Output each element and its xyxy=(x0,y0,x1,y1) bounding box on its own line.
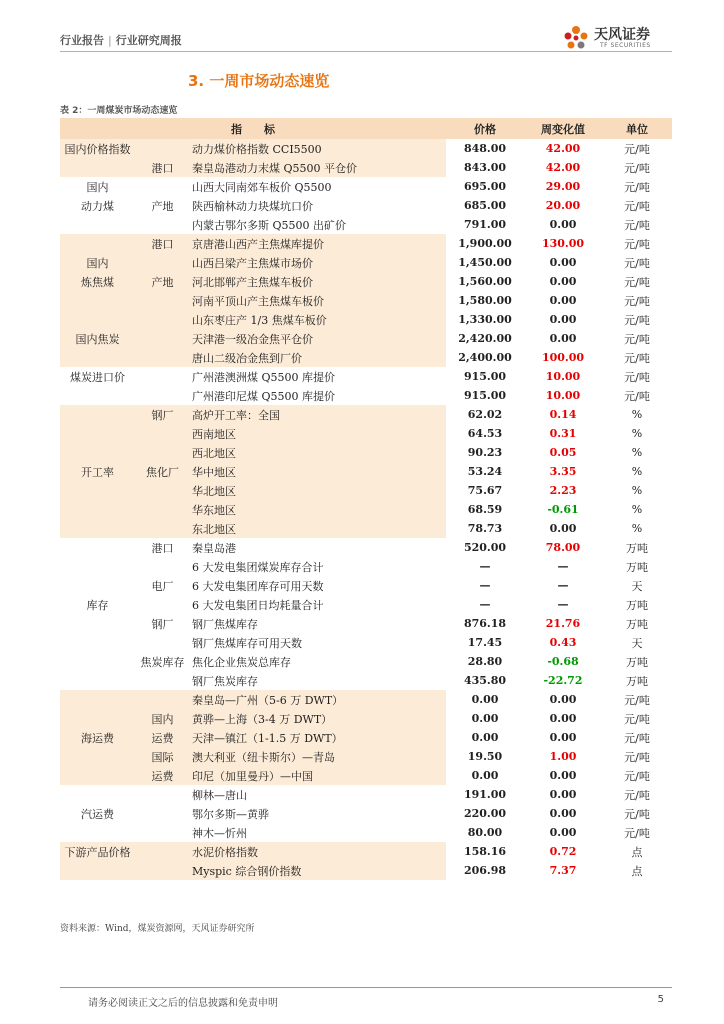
change-value: 29.00 xyxy=(545,180,581,193)
unit-label: 万吨 xyxy=(626,560,648,574)
header-divider xyxy=(60,51,672,52)
group-label xyxy=(60,652,135,671)
table-row xyxy=(60,348,672,367)
indicator-name: 华东地区 xyxy=(190,500,446,519)
unit-label: 元/吨 xyxy=(624,750,650,764)
change-value: 0.00 xyxy=(549,256,577,269)
change-value: 2.23 xyxy=(549,484,577,497)
group-label: 开工率 xyxy=(60,462,135,481)
change-value: 0.00 xyxy=(549,731,577,744)
group-label: 国内价格指数 xyxy=(60,139,135,158)
price-value: 75.67 xyxy=(467,484,503,497)
footer-disclaimer: 请务必阅读正文之后的信息披露和免责申明 xyxy=(88,998,278,1009)
indicator-name: 水泥价格指数 xyxy=(190,842,446,861)
price-value: 695.00 xyxy=(463,180,507,193)
change-value: 7.37 xyxy=(549,864,577,877)
price-value: 791.00 xyxy=(463,218,507,231)
change-value: — xyxy=(557,579,569,592)
unit-label: 元/吨 xyxy=(624,180,650,194)
group-label xyxy=(60,291,135,310)
group-label xyxy=(60,557,135,576)
unit-label: 元/吨 xyxy=(624,218,650,232)
indicator-name: 唐山二级冶金焦到厂价 xyxy=(190,348,446,367)
price-value: 1,450.00 xyxy=(458,256,512,269)
group-label xyxy=(60,671,135,690)
subgroup-label xyxy=(135,253,190,272)
change-value: 0.00 xyxy=(549,294,577,307)
change-value: 0.00 xyxy=(549,218,577,231)
subgroup-label xyxy=(135,424,190,443)
logo-subtitle: TF SECURITIES xyxy=(600,42,651,49)
price-value: 2,420.00 xyxy=(458,332,512,345)
table-row xyxy=(60,405,672,424)
indicator-name: 秦皇岛港 xyxy=(190,538,446,557)
group-label xyxy=(60,443,135,462)
logo-name: 天风证券 xyxy=(594,27,650,43)
table-row xyxy=(60,158,672,177)
unit-label: 元/吨 xyxy=(624,256,650,270)
table-row xyxy=(60,576,672,595)
indicator-name: 钢厂焦煤库存可用天数 xyxy=(190,633,446,652)
group-label xyxy=(60,234,135,253)
change-value: 20.00 xyxy=(545,199,581,212)
logo-flower-icon xyxy=(562,24,590,52)
price-value: 0.00 xyxy=(471,769,499,782)
subgroup-label xyxy=(135,310,190,329)
table-row xyxy=(60,196,672,215)
unit-label: 元/吨 xyxy=(624,313,650,327)
company-logo xyxy=(562,24,672,54)
indicator-name: 河南平顶山产主焦煤车板价 xyxy=(190,291,446,310)
subgroup-label: 产地 xyxy=(135,196,190,215)
table-row xyxy=(60,614,672,633)
subgroup-label xyxy=(135,785,190,804)
subgroup-label xyxy=(135,557,190,576)
group-label xyxy=(60,500,135,519)
unit-label: 元/吨 xyxy=(624,351,650,365)
table-row xyxy=(60,785,672,804)
indicator-name: 柳林—唐山 xyxy=(190,785,446,804)
change-value: 0.72 xyxy=(549,845,577,858)
change-value: — xyxy=(557,598,569,611)
unit-label: 元/吨 xyxy=(624,389,650,403)
indicator-name: 鄂尔多斯—黄骅 xyxy=(190,804,446,823)
subgroup-label xyxy=(135,823,190,842)
subgroup-label: 国内 xyxy=(135,709,190,728)
subgroup-label xyxy=(135,842,190,861)
unit-label: 元/吨 xyxy=(624,294,650,308)
price-value: 62.02 xyxy=(467,408,503,421)
price-value: 2,400.00 xyxy=(458,351,512,364)
unit-label: 元/吨 xyxy=(624,142,650,156)
breadcrumb xyxy=(60,32,182,48)
table-row xyxy=(60,842,672,861)
subgroup-label: 产地 xyxy=(135,272,190,291)
table-row xyxy=(60,861,672,880)
indicator-name: 澳大利亚（纽卡斯尔）—青岛 xyxy=(190,747,446,766)
unit-label: 元/吨 xyxy=(624,731,650,745)
price-value: 1,900.00 xyxy=(458,237,512,250)
indicator-name: 陕西榆林动力块煤坑口价 xyxy=(190,196,446,215)
change-value: — xyxy=(557,560,569,573)
change-value: 0.00 xyxy=(549,522,577,535)
indicator-name: 天津港一级冶金焦平仓价 xyxy=(190,329,446,348)
indicator-name: 钢厂焦炭库存 xyxy=(190,671,446,690)
table-row xyxy=(60,253,672,272)
price-value: 78.73 xyxy=(467,522,503,535)
price-value: — xyxy=(479,560,491,573)
group-label: 动力煤 xyxy=(60,196,135,215)
unit-label: 元/吨 xyxy=(624,370,650,384)
price-value: 0.00 xyxy=(471,693,499,706)
table-row xyxy=(60,557,672,576)
change-value: 3.35 xyxy=(549,465,577,478)
change-value: 0.00 xyxy=(549,275,577,288)
subgroup-label xyxy=(135,481,190,500)
subgroup-label xyxy=(135,367,190,386)
price-value: 191.00 xyxy=(463,788,507,801)
subgroup-label xyxy=(135,177,190,196)
change-value: 10.00 xyxy=(545,389,581,402)
unit-label: 元/吨 xyxy=(624,826,650,840)
group-label xyxy=(60,158,135,177)
indicator-name: 东北地区 xyxy=(190,519,446,538)
subgroup-label xyxy=(135,348,190,367)
table-row xyxy=(60,633,672,652)
price-value: 435.80 xyxy=(463,674,507,687)
indicator-name: 山西大同南郊车板价 Q5500 xyxy=(190,177,446,196)
table-row xyxy=(60,538,672,557)
change-value: -0.68 xyxy=(547,655,579,668)
subgroup-label: 港口 xyxy=(135,158,190,177)
change-value: -0.61 xyxy=(547,503,579,516)
unit-label: % xyxy=(631,408,643,421)
price-value: 915.00 xyxy=(463,389,507,402)
price-value: 1,580.00 xyxy=(458,294,512,307)
price-value: 1,560.00 xyxy=(458,275,512,288)
group-label: 煤炭进口价 xyxy=(60,367,135,386)
table-row xyxy=(60,728,672,747)
unit-label: 元/吨 xyxy=(624,807,650,821)
group-label xyxy=(60,215,135,234)
unit-label: 元/吨 xyxy=(624,199,650,213)
section-title: 3. 一周市场动态速览 xyxy=(188,72,330,90)
unit-label: % xyxy=(631,427,643,440)
table-row xyxy=(60,804,672,823)
unit-label: 万吨 xyxy=(626,598,648,612)
table-row xyxy=(60,690,672,709)
subgroup-label xyxy=(135,804,190,823)
group-label xyxy=(60,386,135,405)
indicator-name: 华中地区 xyxy=(190,462,446,481)
indicator-name: 焦化企业焦炭总库存 xyxy=(190,652,446,671)
group-label xyxy=(60,690,135,709)
change-value: 0.00 xyxy=(549,826,577,839)
change-value: 42.00 xyxy=(545,142,581,155)
group-label xyxy=(60,861,135,880)
table-row xyxy=(60,671,672,690)
group-label xyxy=(60,538,135,557)
group-label: 海运费 xyxy=(60,728,135,747)
unit-label: % xyxy=(631,446,643,459)
table-row xyxy=(60,462,672,481)
unit-label: % xyxy=(631,503,643,516)
page-number: 5 xyxy=(657,994,664,1005)
change-value: 130.00 xyxy=(541,237,585,250)
subgroup-label: 焦化厂 xyxy=(135,462,190,481)
subgroup-label xyxy=(135,595,190,614)
unit-label: 天 xyxy=(631,579,643,593)
indicator-name: 河北邯郸产主焦煤车板价 xyxy=(190,272,446,291)
price-value: 0.00 xyxy=(471,731,499,744)
unit-label: 万吨 xyxy=(626,541,648,555)
group-label: 国内 xyxy=(60,253,135,272)
unit-label: 点 xyxy=(631,864,643,878)
header-price: 价格 xyxy=(446,118,524,139)
unit-label: 万吨 xyxy=(626,674,648,688)
indicator-name: 山西吕梁产主焦煤市场价 xyxy=(190,253,446,272)
group-label: 国内 xyxy=(60,177,135,196)
change-value: 0.00 xyxy=(549,807,577,820)
unit-label: 点 xyxy=(631,845,643,859)
indicator-name: 京唐港山西产主焦煤库提价 xyxy=(190,234,446,253)
subgroup-label xyxy=(135,633,190,652)
change-value: 0.00 xyxy=(549,313,577,326)
price-value: 53.24 xyxy=(467,465,503,478)
change-value: 0.31 xyxy=(549,427,577,440)
price-value: 220.00 xyxy=(463,807,507,820)
change-value: 100.00 xyxy=(541,351,585,364)
subgroup-label xyxy=(135,215,190,234)
table-row xyxy=(60,500,672,519)
subgroup-label xyxy=(135,386,190,405)
table-row xyxy=(60,386,672,405)
breadcrumb-separator: | xyxy=(108,34,112,47)
unit-label: 元/吨 xyxy=(624,275,650,289)
indicator-name: 神木—忻州 xyxy=(190,823,446,842)
indicator-name: 广州港印尼煤 Q5500 库提价 xyxy=(190,386,446,405)
unit-label: 万吨 xyxy=(626,617,648,631)
change-value: 0.00 xyxy=(549,693,577,706)
footer-divider xyxy=(60,987,672,988)
subgroup-label xyxy=(135,139,190,158)
subgroup-label xyxy=(135,329,190,348)
price-value: 19.50 xyxy=(467,750,503,763)
group-label xyxy=(60,519,135,538)
indicator-name: 秦皇岛—广州（5-6 万 DWT） xyxy=(190,690,446,709)
table-header-row xyxy=(60,118,672,139)
change-value: 10.00 xyxy=(545,370,581,383)
price-value: — xyxy=(479,579,491,592)
indicator-name: 钢厂焦煤库存 xyxy=(190,614,446,633)
unit-label: 元/吨 xyxy=(624,237,650,251)
unit-label: 元/吨 xyxy=(624,788,650,802)
indicator-name: 广州港澳洲煤 Q5500 库提价 xyxy=(190,367,446,386)
table-row xyxy=(60,481,672,500)
table-caption: 表 2：一周煤炭市场动态速览 xyxy=(60,106,178,116)
subgroup-label: 港口 xyxy=(135,234,190,253)
indicator-name: 动力煤价格指数 CCI5500 xyxy=(190,139,446,158)
indicator-name: 6 大发电集团日均耗量合计 xyxy=(190,595,446,614)
unit-label: 万吨 xyxy=(626,655,648,669)
table-row xyxy=(60,443,672,462)
price-value: 915.00 xyxy=(463,370,507,383)
unit-label: 元/吨 xyxy=(624,712,650,726)
price-value: 80.00 xyxy=(467,826,503,839)
table-row xyxy=(60,310,672,329)
header-unit: 单位 xyxy=(602,118,672,139)
group-label xyxy=(60,785,135,804)
indicator-name: 天津—镇江（1-1.5 万 DWT） xyxy=(190,728,446,747)
subgroup-label xyxy=(135,291,190,310)
header-indicator: 指 标 xyxy=(60,118,446,139)
indicator-name: 高炉开工率：全国 xyxy=(190,405,446,424)
change-value: 1.00 xyxy=(549,750,577,763)
table-row xyxy=(60,595,672,614)
price-value: 17.45 xyxy=(467,636,503,649)
indicator-name: 印尼（加里曼丹）—中国 xyxy=(190,766,446,785)
indicator-name: 华北地区 xyxy=(190,481,446,500)
subgroup-label xyxy=(135,671,190,690)
subgroup-label: 电厂 xyxy=(135,576,190,595)
table-row xyxy=(60,424,672,443)
table-row xyxy=(60,519,672,538)
indicator-name: 6 大发电集团煤炭库存合计 xyxy=(190,557,446,576)
group-label xyxy=(60,633,135,652)
group-label: 炼焦煤 xyxy=(60,272,135,291)
unit-label: % xyxy=(631,465,643,478)
group-label xyxy=(60,310,135,329)
unit-label: % xyxy=(631,484,643,497)
source-note: 资料来源：Wind，煤炭资源网，天风证券研究所 xyxy=(60,924,255,934)
unit-label: 元/吨 xyxy=(624,693,650,707)
table-row xyxy=(60,367,672,386)
price-value: 876.18 xyxy=(463,617,507,630)
unit-label: 元/吨 xyxy=(624,332,650,346)
header-change: 周变化值 xyxy=(524,118,602,139)
group-label: 下游产品价格 xyxy=(60,842,135,861)
unit-label: % xyxy=(631,522,643,535)
group-label xyxy=(60,766,135,785)
indicator-name: 西北地区 xyxy=(190,443,446,462)
subgroup-label: 港口 xyxy=(135,538,190,557)
group-label xyxy=(60,348,135,367)
table-row xyxy=(60,272,672,291)
price-value: 848.00 xyxy=(463,142,507,155)
subgroup-label: 焦炭库存 xyxy=(135,652,190,671)
group-label xyxy=(60,709,135,728)
group-label: 汽运费 xyxy=(60,804,135,823)
price-value: 64.53 xyxy=(467,427,503,440)
table-row xyxy=(60,329,672,348)
breadcrumb-subcategory: 行业研究周报 xyxy=(115,34,182,47)
indicator-name: 西南地区 xyxy=(190,424,446,443)
unit-label: 元/吨 xyxy=(624,161,650,175)
table-row xyxy=(60,747,672,766)
group-label xyxy=(60,576,135,595)
group-label xyxy=(60,614,135,633)
price-value: 206.98 xyxy=(463,864,507,877)
change-value: 0.00 xyxy=(549,712,577,725)
indicator-name: Myspic 综合钢价指数 xyxy=(190,861,446,880)
subgroup-label xyxy=(135,443,190,462)
page-header xyxy=(60,27,672,52)
unit-label: 天 xyxy=(631,636,643,650)
group-label xyxy=(60,424,135,443)
price-value: 90.23 xyxy=(467,446,503,459)
group-label: 国内焦炭 xyxy=(60,329,135,348)
table-row xyxy=(60,215,672,234)
price-value: 1,330.00 xyxy=(458,313,512,326)
table-row xyxy=(60,652,672,671)
breadcrumb-category: 行业报告 xyxy=(60,34,104,47)
change-value: 0.00 xyxy=(549,332,577,345)
change-value: 0.14 xyxy=(549,408,577,421)
table-row xyxy=(60,139,672,158)
price-value: 0.00 xyxy=(471,712,499,725)
unit-label: 元/吨 xyxy=(624,769,650,783)
change-value: 78.00 xyxy=(545,541,581,554)
price-value: 68.59 xyxy=(467,503,503,516)
subgroup-label xyxy=(135,861,190,880)
indicator-name: 内蒙古鄂尔多斯 Q5500 出矿价 xyxy=(190,215,446,234)
table-row xyxy=(60,709,672,728)
price-value: 843.00 xyxy=(463,161,507,174)
subgroup-label xyxy=(135,519,190,538)
subgroup-label: 钢厂 xyxy=(135,614,190,633)
subgroup-label xyxy=(135,500,190,519)
subgroup-label: 运费 xyxy=(135,728,190,747)
group-label: 库存 xyxy=(60,595,135,614)
group-label xyxy=(60,481,135,500)
change-value: 21.76 xyxy=(545,617,581,630)
price-value: 158.16 xyxy=(463,845,507,858)
price-value: 685.00 xyxy=(463,199,507,212)
subgroup-label: 国际 xyxy=(135,747,190,766)
table-row xyxy=(60,823,672,842)
group-label xyxy=(60,405,135,424)
indicator-name: 6 大发电集团库存可用天数 xyxy=(190,576,446,595)
indicator-name: 秦皇岛港动力末煤 Q5500 平仓价 xyxy=(190,158,446,177)
table-body xyxy=(60,118,672,880)
change-value: 0.43 xyxy=(549,636,577,649)
change-value: 0.05 xyxy=(549,446,577,459)
group-label xyxy=(60,747,135,766)
change-value: 42.00 xyxy=(545,161,581,174)
table-row xyxy=(60,234,672,253)
table-row xyxy=(60,291,672,310)
change-value: 0.00 xyxy=(549,788,577,801)
table-row xyxy=(60,177,672,196)
subgroup-label xyxy=(135,690,190,709)
indicator-name: 黄骅—上海（3-4 万 DWT） xyxy=(190,709,446,728)
change-value: 0.00 xyxy=(549,769,577,782)
market-overview-table xyxy=(60,118,672,880)
price-value: 28.80 xyxy=(467,655,503,668)
subgroup-label: 钢厂 xyxy=(135,405,190,424)
subgroup-label: 运费 xyxy=(135,766,190,785)
table-row xyxy=(60,766,672,785)
price-value: 520.00 xyxy=(463,541,507,554)
group-label xyxy=(60,823,135,842)
indicator-name: 山东枣庄产 1/3 焦煤车板价 xyxy=(190,310,446,329)
change-value: -22.72 xyxy=(543,674,583,687)
price-value: — xyxy=(479,598,491,611)
